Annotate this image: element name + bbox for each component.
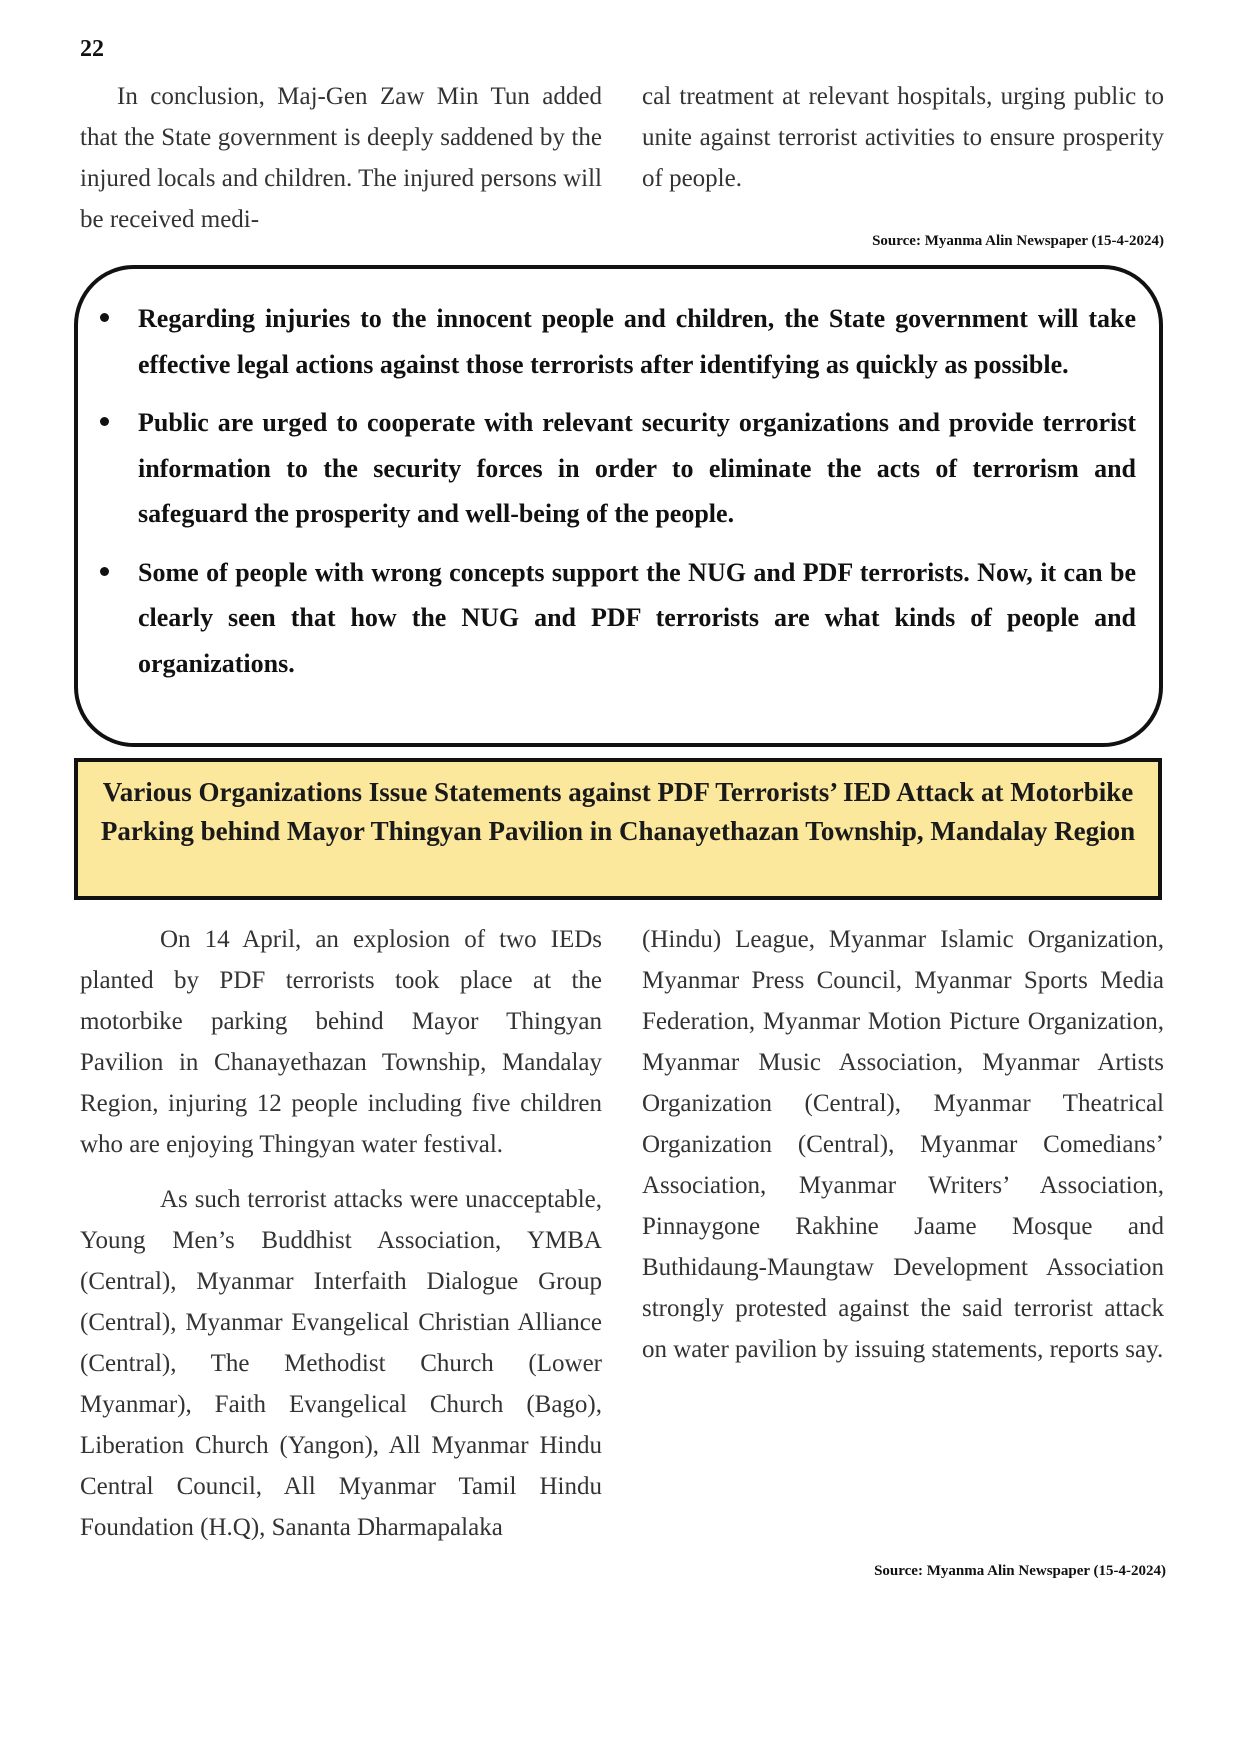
key-point-text: Public are urged to cooperate with relevant security organizations and provide terrorist information to the security forces in order to eliminate the acts of terrorism and safeguard the prosperity and well-being of the people. <box>138 408 1136 528</box>
article-paragraph-2: As such terrorist attacks were unacceptable, Young Men’s Buddhist Association, YMBA (Central), Myanmar Interfaith Dialogue Group (Central), Myanmar Evangelical Christian Alliance (Central), The Methodist Church (Lower Myanmar), Faith Evangelical Church (Bago), Liberation Church (Yangon), All Myanmar Hindu Central Council, All Myanmar Tamil Hindu Foundation (H.Q), Sananta Dharmapalaka <box>80 1186 602 1541</box>
article-right-column <box>642 919 1164 1370</box>
article-source-note: Source: Myanma Alin Newspaper (15-4-2024) <box>874 1563 1166 1579</box>
top-source-note: Source: Myanma Alin Newspaper (15-4-2024) <box>872 233 1164 249</box>
article-paragraph-1: On 14 April, an explosion of two IEDs planted by PDF terrorists took place at the motorbike parking behind Mayor Thingyan Pavilion in Chanayethazan Township, Mandalay Region, injuring 12 people including five children who are enjoying Thingyan water festival. <box>80 926 602 1158</box>
key-point-text: Some of people with wrong concepts support the NUG and PDF terrorists. Now, it can be clearly seen that how the NUG and PDF terrorists are what kinds of people and organizations. <box>138 557 1136 678</box>
key-points-list <box>138 296 1136 699</box>
article-headline: Various Organizations Issue Statements against PDF Terrorists’ IED Attack at Motorbike Parking behind Mayor Thingyan Pavilion in Chanayethazan Township, Mandalay Region <box>100 777 1136 846</box>
key-point-item <box>138 550 1136 687</box>
key-point-item <box>138 296 1136 387</box>
bullet-icon <box>100 417 109 426</box>
article-left-column <box>80 919 602 1548</box>
key-point-item <box>138 400 1136 537</box>
article-headline-box <box>74 758 1162 900</box>
bullet-icon <box>100 567 109 576</box>
key-points-box <box>74 265 1163 747</box>
bullet-icon <box>100 313 109 322</box>
top-right-column <box>642 76 1164 199</box>
top-left-column <box>80 76 602 240</box>
article-paragraph-3: (Hindu) League, Myanmar Islamic Organization, Myanmar Press Council, Myanmar Sports Media Federation, Myanmar Motion Picture Organization, Myanmar Music Association, Myanmar Artists Organization (Central), Myanmar Theatrical Organization (Central), Myanmar Comedians’ Association, Myanmar Writers’ Association, Pinnaygone Rakhine Jaame Mosque and Buthidaung-Maungtaw Development Association strongly protested against the said terrorist attack on water pavilion by issuing statements, reports say. <box>642 926 1164 1363</box>
top-right-paragraph: cal treatment at relevant hospitals, urging public to unite against terrorist activities to ensure prosperity of people. <box>642 83 1164 192</box>
key-point-text: Regarding injuries to the innocent people and children, the State government will take effective legal actions against those terrorists after identifying as quickly as possible. <box>138 304 1136 379</box>
top-left-paragraph: In conclusion, Maj-Gen Zaw Min Tun added that the State government is deeply saddened by the injured locals and children. The injured persons will be received medi- <box>80 83 602 233</box>
page-number: 22 <box>80 36 104 62</box>
